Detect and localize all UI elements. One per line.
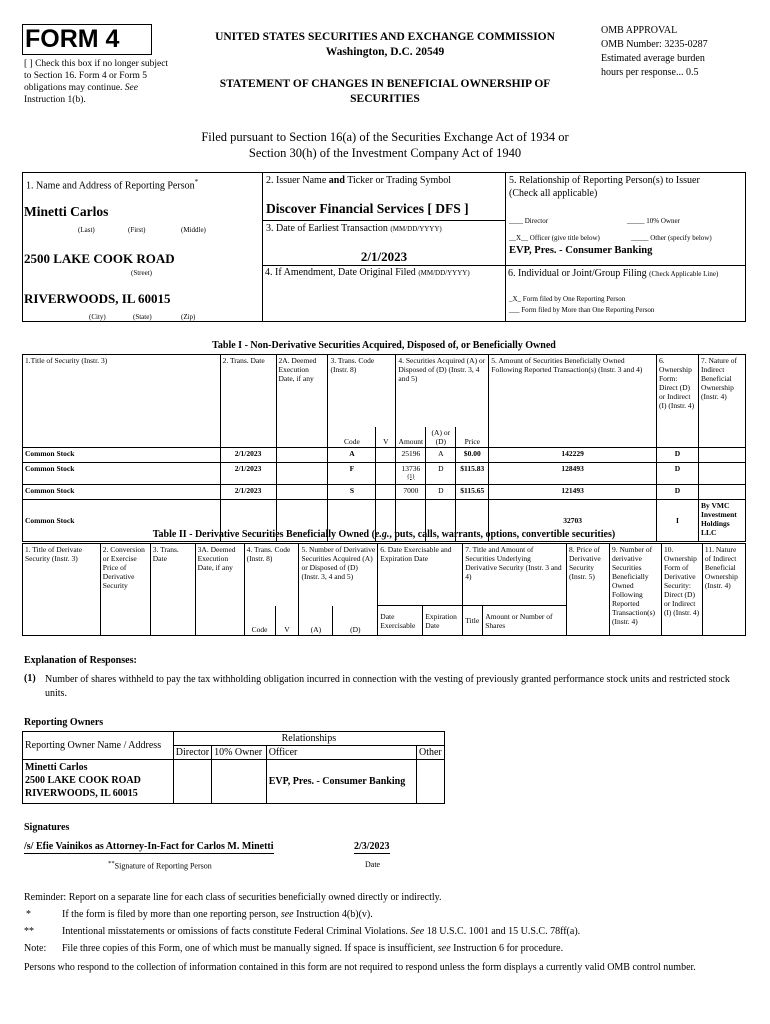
reporting-person-name: Minetti Carlos [24,204,109,219]
table2-title-a: Table II - Derivative Securities Beneficially Owned ( [152,529,375,540]
cell-amount [396,462,426,485]
t2-sub-d: (D) [333,606,378,636]
cell-amount [396,447,426,462]
footer-persons: Persons who respond to the collection of information contained in this form are not required to respond unless the form displays a currently valid OMB control number. [24,962,696,973]
owners-col-name: Reporting Owner Name / Address [23,732,174,760]
explanation-heading: Explanation of Responses: [24,655,137,666]
cell-deemed [276,462,328,485]
t2-sub-amount: Amount or Number of Shares [483,606,567,636]
signature-label-text: Signature of Reporting Person [114,861,212,871]
form-label: FORM 4 [25,25,120,53]
earliest-transaction-date: 2/1/2023 [360,249,408,264]
t1-h3: 3. Trans. Code (Instr. 8) [328,355,396,427]
signature-mark: ** [108,860,115,867]
other-check: _____ Other (specify below) [631,234,712,242]
issuer-name: Discover Financial Services [ DFS ] [266,201,469,216]
table2-title-b: , puts, calls, warrants, options, convertible securities) [389,529,616,540]
t2-h7: 7. Title and Amount of Securities Underlying Derivative Security (Instr. 3 and 4) [463,544,567,606]
owner10-check: _____ 10% Owner [627,217,680,225]
box3-label-text: 3. Date of Earliest Transaction [266,223,388,234]
label-zip: (Zip) [181,313,196,321]
checkbox-see: See [124,83,138,93]
omb-approval [601,24,761,80]
signatures-heading: Signatures [24,822,70,833]
t1-h4: 4. Securities Acquired (A) or Disposed of (D) (Instr. 3, 4 and 5) [396,355,489,427]
owner-addr2: RIVERWOODS, IL 60015 [25,788,138,799]
cell-price: $0.00 [456,447,489,462]
cell-date: 2/1/2023 [220,485,276,500]
checkbox-note [24,58,170,106]
owner-address-cell [23,760,174,804]
cell-form: D [656,462,698,485]
box1-label-text: 1. Name and Address of Reporting Person [26,180,195,192]
t2-h3: 3. Trans. Date [150,544,195,636]
dstar-see: See [410,926,425,937]
t1-h6: 6. Ownership Form: Direct (D) or Indirect (I) (Instr. 4) [656,355,698,448]
t1-sub-price: Price [456,427,489,448]
owner-director [173,760,211,804]
box6-sub: (Check Applicable Line) [649,270,719,278]
cell-amount-value: 7000 [403,486,419,495]
cell-ad: D [426,485,456,500]
cell-title: Common Stock [23,447,221,462]
officer-check: __X__ Officer (give title below) [509,234,600,242]
street-address: 2500 LAKE COOK ROAD [24,251,175,266]
signature-date: 2/3/2023 [354,841,390,852]
cell-code: F [328,462,376,485]
cell-title: Common Stock [23,462,221,485]
owners-col-director: Director [173,746,211,760]
box2-label-a: 2. Issuer Name [266,175,329,186]
label-middle: (Middle) [181,226,206,234]
table2-header-row [23,544,746,606]
form-label-box [22,24,152,55]
t2-sub-v: V [275,606,299,636]
cell-amount-value: 25196 [401,448,421,458]
city-state-zip: RIVERWOODS, IL 60015 [24,291,171,306]
star-see: see [280,909,294,920]
footer-star-text [62,909,742,920]
signature-label [108,860,212,871]
t2-h1: 1. Title of Derivate Security (Instr. 3) [23,544,101,636]
box2-label-and: and [328,175,345,186]
cell-code: S [328,485,376,500]
cell-form: D [656,447,698,462]
label-last: (Last) [78,226,95,234]
box5-label [509,174,745,200]
box4-label [265,267,470,278]
cell-amount [396,485,426,500]
dstar-text-a: Intentional misstatements or omissions of facts constitute Federal Criminal Violations. [62,926,411,937]
t1-sub-code: Code [328,427,376,448]
explanation-number: (1) [24,673,36,684]
checkbox-instr: Instruction 1(b). [24,95,86,105]
t2-sub-a: (A) [299,606,333,636]
box4-label-text: 4. If Amendment, Date Original Filed [265,267,416,278]
filed-line-1: Filed pursuant to Section 16(a) of the Securities Exchange Act of 1934 or [201,130,569,144]
cell-date: 2/1/2023 [220,447,276,462]
cell-owned: 142229 [489,447,657,462]
cell-owned: 32703 [489,500,657,542]
t2-h5: 5. Number of Derivative Securities Acquired (A) or Disposed of (D) (Instr. 3, 4 and 5) [299,544,378,606]
checkbox-text: [ ] Check this box if no longer subject to Section 16. Form 4 or Form 5 obligations may continue. [24,59,169,93]
omb-title: OMB APPROVAL [601,25,678,36]
t2-sub-exp: Expiration Date [423,606,463,636]
label-first: (First) [128,226,146,234]
box4-format: (MM/DD/YYYY) [418,269,470,277]
table2-title [22,529,746,540]
t1-h1: 1.Title of Security (Instr. 3) [23,355,221,448]
t1-sub-v: V [376,427,396,448]
cell-code: A [328,447,376,462]
cell-v [376,447,396,462]
cell-form: D [656,485,698,500]
t1-sub-ad: (A) or (D) [426,427,456,448]
t1-h2: 2. Trans. Date [220,355,276,448]
table-row [23,462,746,485]
box3-label [266,223,442,234]
box2-label-b: Ticker or Trading Symbol [344,175,452,186]
owners-col-10: 10% Owner [212,746,267,760]
owner-officer: EVP, Pres. - Consumer Banking [266,760,416,804]
cell-title: Common Stock [23,485,221,500]
cell-deemed [276,485,328,500]
owner-10 [212,760,267,804]
footnote-link[interactable]: (1) [407,473,415,480]
owners-col-rel: Relationships [173,732,444,746]
signature-text: /s/ Efie Vainikos as Attorney-In-Fact for Carlos M. Minetti [24,841,274,852]
agency-city: Washington, D.C. 20549 [325,46,445,58]
top-boxes [22,172,746,322]
box5-label-text: 5. Relationship of Reporting Person(s) to Issuer [509,175,700,186]
t1-h5: 5. Amount of Securities Beneficially Owned Following Reported Transaction(s) (Instr. 3 and 4) [489,355,657,448]
t2-h8: 8. Price of Derivative Security (Instr. 5) [567,544,610,636]
label-state: (State) [133,313,152,321]
footer-dstar-text [62,926,742,937]
table-row [23,447,746,462]
note-text-a: File three copies of this Form, one of which must be manually signed. If space is insufficient, [62,943,438,954]
t2-h3a: 3A. Deemed Execution Date, if any [195,544,244,636]
date-label: Date [365,860,381,869]
owners-row [23,760,445,804]
t2-sub-date-ex: Date Exercisable [378,606,423,636]
omb-hours: hours per response... 0.5 [601,67,699,78]
table2 [22,543,746,636]
agency-name: UNITED STATES SECURITIES AND EXCHANGE COMMISSION [215,31,555,43]
filing-one-person: _X_ Form filed by One Reporting Person [509,295,626,303]
owners-heading: Reporting Owners [24,717,104,728]
t2-h6: 6. Date Exercisable and Expiration Date [378,544,463,606]
cell-form: I [656,500,698,542]
owner-other [416,760,444,804]
t2-h2: 2. Conversion or Exercise Price of Derivative Security [100,544,150,636]
owner-addr1: 2500 LAKE COOK ROAD [25,775,141,786]
box1-label [26,178,198,191]
label-city: (City) [89,313,106,321]
cell-ad: A [426,447,456,462]
box6-label [508,268,718,279]
box3-format: (MM/DD/YYYY) [390,225,442,233]
owners-table [22,731,445,804]
cell-nature [698,462,745,485]
t1-sub-amount: Amount [396,427,426,448]
cell-owned: 128493 [489,462,657,485]
cell-ad: D [426,462,456,485]
dstar-text-b: 18 U.S.C. 1001 and 15 U.S.C. 78ff(a). [424,926,581,937]
footer-star-mark: * [26,909,31,920]
box1-footnote: * [194,178,199,186]
star-text-a: If the form is filed by more than one reporting person, [62,909,281,920]
t2-h11: 11. Nature of Indirect Beneficial Ownership (Instr. 4) [702,544,745,636]
cell-date: 2/1/2023 [220,462,276,485]
cell-title: Common Stock [23,500,221,542]
owners-header-row [23,732,445,746]
filed-line-2: Section 30(h) of the Investment Company Act of 1940 [248,146,522,160]
t2-h4: 4. Trans. Code (Instr. 8) [244,544,299,606]
cell-price: $115.65 [456,485,489,500]
cell-owned: 121493 [489,485,657,500]
star-text-b: Instruction 4(b)(v). [293,909,373,920]
box5-sub: (Check all applicable) [509,188,598,199]
officer-title: EVP, Pres. - Consumer Banking [509,245,653,256]
table2-title-eg: e.g. [374,529,390,540]
footer-note-mark: Note: [24,943,47,954]
footer-dstar-mark: ** [24,926,34,937]
table-row [23,485,746,500]
note-text-b: Instruction 6 for procedure. [450,943,564,954]
owners-col-officer: Officer [266,746,416,760]
footer-note-text [62,943,742,954]
omb-number: OMB Number: 3235-0287 [601,39,708,50]
cell-deemed [276,447,328,462]
table1 [22,354,746,542]
cell-amount-value: 13736 [401,463,421,473]
footer-reminder: Reminder: Report on a separate line for each class of securities beneficially owned directly or indirectly. [24,892,442,903]
table1-title: Table I - Non-Derivative Securities Acquired, Disposed of, or Beneficially Owned [212,340,556,351]
t2-sub-code: Code [244,606,275,636]
table1-header-row [23,355,746,427]
cell-price: $115.83 [456,462,489,485]
filing-more-persons: ___ Form filed by More than One Reporting Person [509,306,655,314]
cell-nature [698,485,745,500]
cell-nature [698,447,745,462]
label-street: (Street) [131,269,152,277]
t2-sub-title: Title [463,606,483,636]
t2-h10: 10. Ownership Form of Derivative Security: Direct (D) or Indirect (I) (Instr. 4) [661,544,702,636]
cell-nature: By VMC Investment Holdings LLC [698,500,745,542]
box2-label [266,175,451,186]
cell-v [376,462,396,485]
t1-h2a: 2A. Deemed Execution Date, if any [276,355,328,448]
omb-burden: Estimated average burden [601,53,705,64]
director-check: ____ Director [509,217,549,225]
filed-pursuant [100,129,670,161]
box6-label-text: 6. Individual or Joint/Group Filing [508,268,647,279]
explanation-text: Number of shares withheld to pay the tax withholding obligation incurred in connection with the vesting of previously granted performance stock units and restricted stock units. [45,674,730,699]
statement-title: STATEMENT OF CHANGES IN BENEFICIAL OWNERSHIP OF SECURITIES [219,78,551,105]
t1-h7: 7. Nature of Indirect Beneficial Ownership (Instr. 4) [698,355,745,448]
owner-name: Minetti Carlos [25,762,88,773]
note-see: see [437,943,451,954]
owners-col-other: Other [416,746,444,760]
cell-v [376,485,396,500]
t2-h9: 9. Number of derivative Securities Beneficially Owned Following Reported Transaction(s) (Instr. 4) [609,544,661,636]
